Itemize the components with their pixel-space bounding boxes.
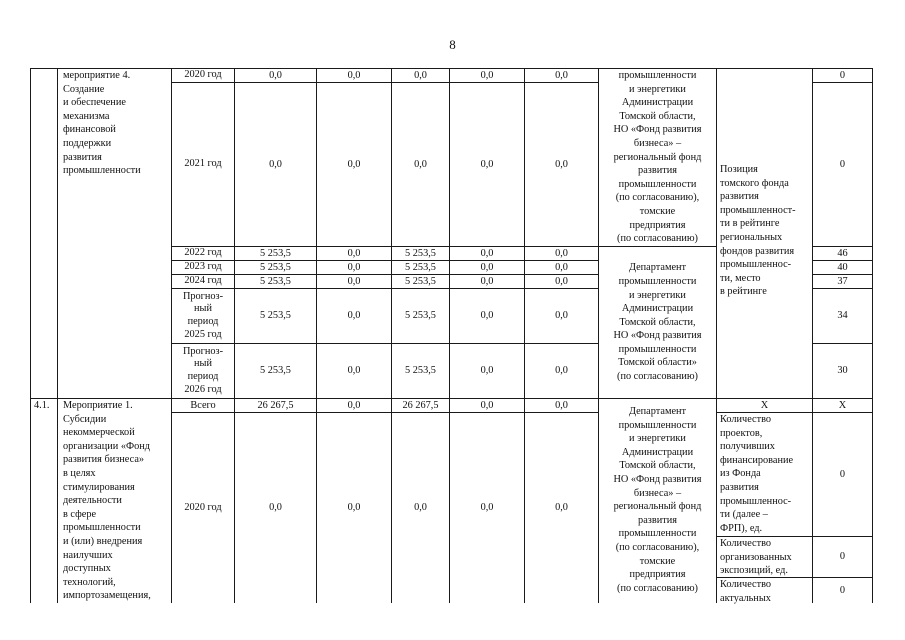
indicator-name: Количество проектов, получивших финансирование из Фонда развития промышленнос- ти (далее – ФРП), ед. (720, 414, 794, 534)
period-cell: 2021 год (184, 158, 222, 170)
value-other: 0,0 (555, 69, 568, 81)
period-cell: Всего (190, 399, 216, 411)
value-regional: 0,0 (414, 502, 427, 514)
target-value: 0 (839, 584, 846, 596)
value-local: 0,0 (480, 158, 494, 170)
value-other: 0,0 (555, 399, 568, 411)
value-total: 5 253,5 (260, 365, 291, 377)
value-federal: 0,0 (347, 502, 361, 514)
target-header: X (838, 399, 847, 411)
table-right-border (872, 68, 873, 603)
value-other: 0,0 (555, 365, 568, 377)
value-other: 0,0 (555, 502, 568, 514)
value-local: 0,0 (480, 247, 494, 259)
period-cell: Прогноз- ный период 2026 год (182, 345, 224, 395)
row-number (31, 69, 57, 398)
value-regional: 0,0 (414, 69, 427, 81)
period-cell: Прогноз- ный период 2025 год (182, 290, 224, 340)
value-local: 0,0 (480, 310, 494, 322)
value-other: 0,0 (555, 158, 568, 170)
target-value: 34 (837, 310, 848, 322)
value-local: 0,0 (480, 261, 494, 273)
target-value: 40 (837, 261, 848, 273)
value-federal: 0,0 (347, 275, 361, 287)
target-value: 0 (839, 468, 846, 480)
indicator-name: Позиция томского фонда развития промышленност- ти в рейтинге региональных фондов развития промышленнос- ти, место в рейтинге (720, 164, 796, 298)
target-value: 30 (837, 365, 848, 377)
executor-cell: Департамент промышленности и энергетики Администрации Томской области, НО «Фонд развития промышленности Томской области» (по согласованию) (613, 262, 702, 383)
value-other: 0,0 (555, 247, 568, 259)
value-regional: 5 253,5 (405, 261, 436, 273)
value-regional: 5 253,5 (405, 365, 436, 377)
value-local: 0,0 (480, 365, 494, 377)
value-federal: 0,0 (347, 247, 361, 259)
value-other: 0,0 (555, 275, 568, 287)
value-total: 5 253,5 (260, 247, 291, 259)
value-federal: 0,0 (347, 310, 361, 322)
row-number: 4.1. (34, 400, 50, 411)
value-regional: 0,0 (414, 158, 427, 170)
executor-cell: Департамент промышленности и энергетики Администрации Томской области, НО «Фонд развития бизнеса» – региональный фонд развития промышленности (по согласованию), томские предприятия (по согласованию) (613, 406, 702, 594)
period-cell: 2023 год (184, 261, 222, 273)
period-cell: 2020 год (184, 69, 222, 81)
value-total: 0,0 (269, 158, 282, 170)
target-value: 0 (839, 551, 846, 563)
target-value: 46 (837, 247, 848, 259)
value-federal: 0,0 (347, 158, 361, 170)
value-other: 0,0 (555, 310, 568, 322)
value-total: 26 267,5 (257, 399, 294, 411)
indicator-name: Количество актуальных (720, 579, 772, 604)
value-regional: 5 253,5 (405, 247, 436, 259)
indicator-header: X (760, 399, 769, 411)
value-local: 0,0 (480, 69, 494, 81)
value-local: 0,0 (480, 399, 494, 411)
target-value: 37 (837, 275, 848, 287)
indicator-name: Количество организованных экспозиций, ед. (720, 538, 792, 577)
value-regional: 26 267,5 (402, 399, 439, 411)
value-total: 5 253,5 (260, 310, 291, 322)
target-value: 0 (839, 69, 846, 81)
value-federal: 0,0 (347, 261, 361, 273)
value-local: 0,0 (480, 502, 494, 514)
activity-name: мероприятие 4. Создание и обеспечение механизма финансовой поддержки развития промышленности (63, 70, 141, 177)
value-federal: 0,0 (347, 399, 361, 411)
value-federal: 0,0 (347, 365, 361, 377)
value-total: 5 253,5 (260, 261, 291, 273)
value-total: 0,0 (269, 502, 282, 514)
executor-cell: промышленности и энергетики Администрации Томской области, НО «Фонд развития бизнеса» – региональный фонд развития промышленности (по согласованию), томские предприятия (по согласованию) (613, 70, 702, 245)
value-regional: 5 253,5 (405, 275, 436, 287)
value-total: 5 253,5 (260, 275, 291, 287)
value-local: 0,0 (480, 275, 494, 287)
period-cell: 2022 год (184, 247, 222, 259)
page-number: 8 (449, 37, 456, 52)
value-other: 0,0 (555, 261, 568, 273)
value-regional: 5 253,5 (405, 310, 436, 322)
value-federal: 0,0 (347, 69, 361, 81)
period-cell: 2024 год (184, 275, 222, 287)
target-value: 0 (839, 158, 846, 170)
value-total: 0,0 (269, 69, 282, 81)
period-cell: 2020 год (184, 502, 222, 514)
activity-name: Мероприятие 1. Субсидии некоммерческой организации «Фонд развития бизнеса» в целях стимулирования деятельности в сфере промышленности и (или) внедрения наилучших доступных технологий, импортозамещения, (63, 400, 151, 602)
